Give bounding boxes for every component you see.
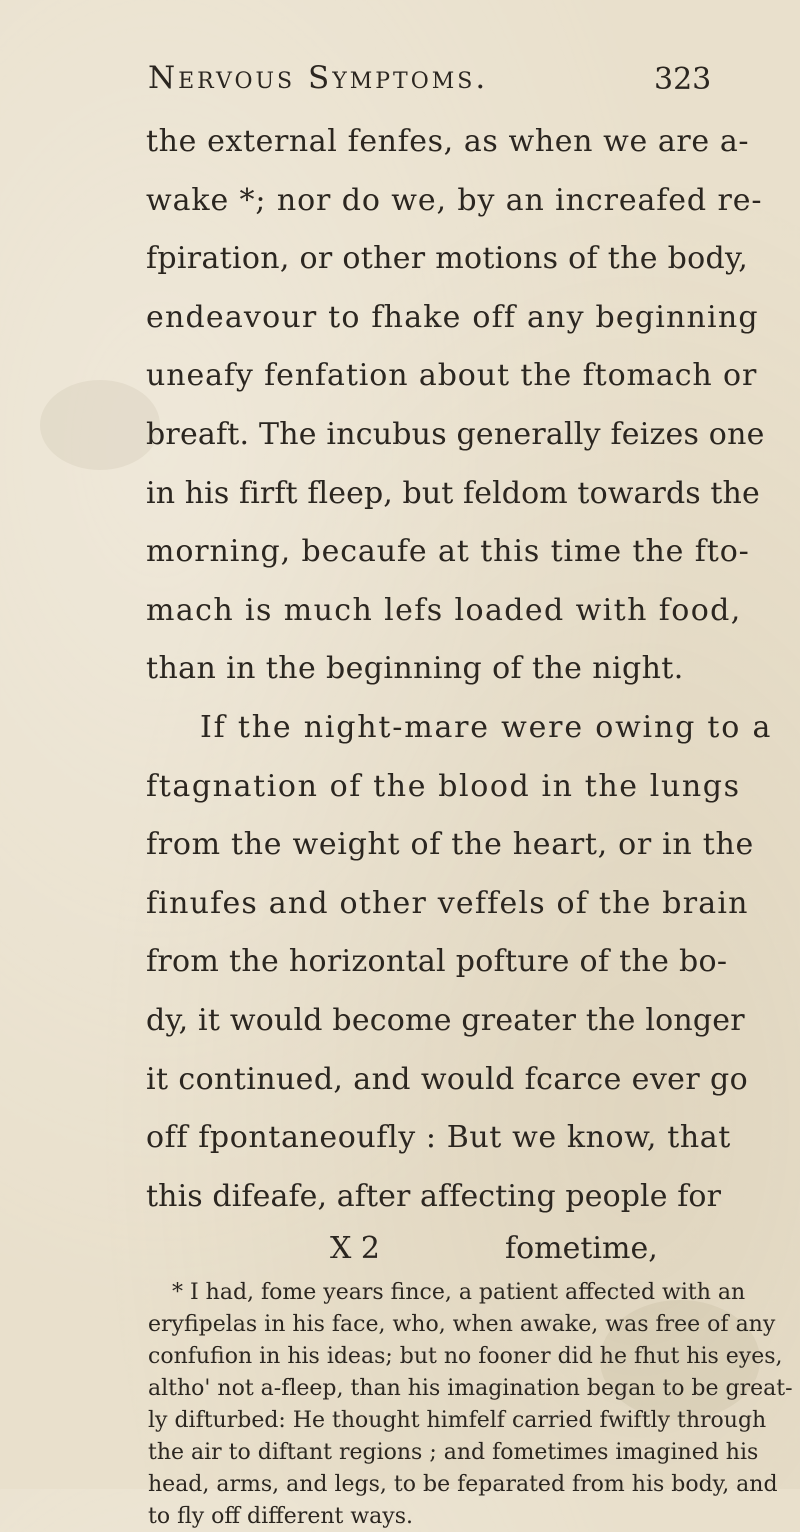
footnote-line: the air to diftant regions ; and fometimes imagined his: [148, 1439, 759, 1465]
page-number: 323: [654, 62, 712, 97]
text-line: finufes and other veffels of the brain: [146, 885, 749, 921]
text-line: uneafy fenfation about the ftomach or: [146, 358, 758, 394]
footnote-line: to fly off different ways.: [148, 1503, 414, 1529]
text-line: from the horizontal pofture of the bo-: [146, 944, 728, 980]
paper-stain: [40, 380, 160, 470]
footnote-line: head, arms, and legs, to be feparated from his body, and: [148, 1471, 778, 1497]
text-line: off fpontaneoufly : But we know, that: [146, 1120, 731, 1156]
text-line: from the weight of the heart, or in the: [146, 827, 754, 863]
text-line: fpiration, or other motions of the body,: [146, 241, 749, 277]
text-line: than in the beginning of the night.: [146, 651, 684, 687]
text-line: mach is much lefs loaded with food,: [146, 592, 742, 628]
catchword: fometime,: [505, 1230, 658, 1266]
text-line: the external fenfes, as when we are a-: [146, 124, 750, 159]
running-head: [0, 60, 800, 110]
text-line: wake *; nor do we, by an increafed re-: [146, 182, 763, 218]
text-line: If the night-mare were owing to a: [200, 710, 773, 745]
footnote-line: altho' not a-fleep, than his imagination began to be great-: [148, 1375, 793, 1401]
footnote-line: * I had, fome years fince, a patient affected with an: [172, 1279, 746, 1305]
text-line: breaft. The incubus generally feizes one: [146, 417, 765, 452]
text-line: dy, it would become greater the longer: [146, 1003, 745, 1038]
text-line: morning, becaufe at this time the fto-: [146, 534, 750, 570]
footnote-line: eryfipelas in his face, who, when awake, was free of any: [148, 1311, 776, 1337]
footnote-line: ly difturbed: He thought himfelf carried fwiftly through: [148, 1407, 767, 1433]
text-line: ftagnation of the blood in the lungs: [146, 768, 741, 804]
text-line: this difeafe, after affecting people for: [146, 1178, 722, 1214]
text-line: in his firft fleep, but feldom towards the: [146, 475, 760, 511]
text-line: it continued, and would fcarce ever go: [146, 1061, 749, 1097]
text-line: endeavour to fhake off any beginning: [146, 299, 759, 335]
footnote-line: confufion in his ideas; but no fooner did he fhut his eyes,: [148, 1343, 783, 1369]
signature-mark: X 2: [330, 1230, 380, 1266]
running-title: Nervous Symptoms.: [148, 60, 489, 96]
